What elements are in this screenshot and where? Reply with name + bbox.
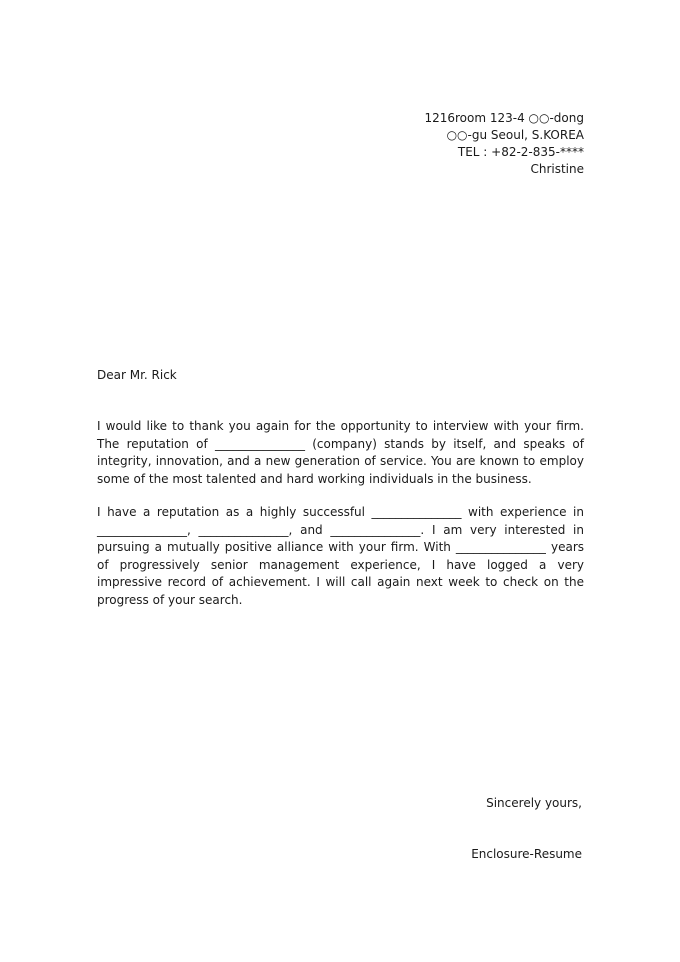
closing: Sincerely yours,	[486, 796, 582, 810]
body-paragraph-2: I have a reputation as a highly successful _______________ with experience in _______________, _______________, and _______________. I am very interested in pursuing a mutually positive alliance with your firm. With _______________ years of progressively senior management experience, I have logged a very impressive record of achievement. I will call again next week to check on the progress of your search.	[97, 505, 584, 607]
sender-address-block	[424, 110, 584, 178]
address-line-1: 1216room 123-4 ○○-dong	[424, 111, 584, 125]
body-paragraph-1: I would like to thank you again for the opportunity to interview with your firm. The reputation of _______________ (company) stands by itself, and speaks of integrity, innovation, and a new generation of service. You are known to employ some of the most talented and hard working individuals in the business.	[97, 419, 584, 486]
salutation: Dear Mr. Rick	[97, 368, 177, 382]
telephone-line: TEL : +82-2-835-****	[457, 145, 584, 159]
sender-name: Christine	[530, 162, 584, 176]
address-line-2: ○○-gu Seoul, S.KOREA	[446, 128, 584, 142]
enclosure-note: Enclosure-Resume	[471, 847, 582, 861]
